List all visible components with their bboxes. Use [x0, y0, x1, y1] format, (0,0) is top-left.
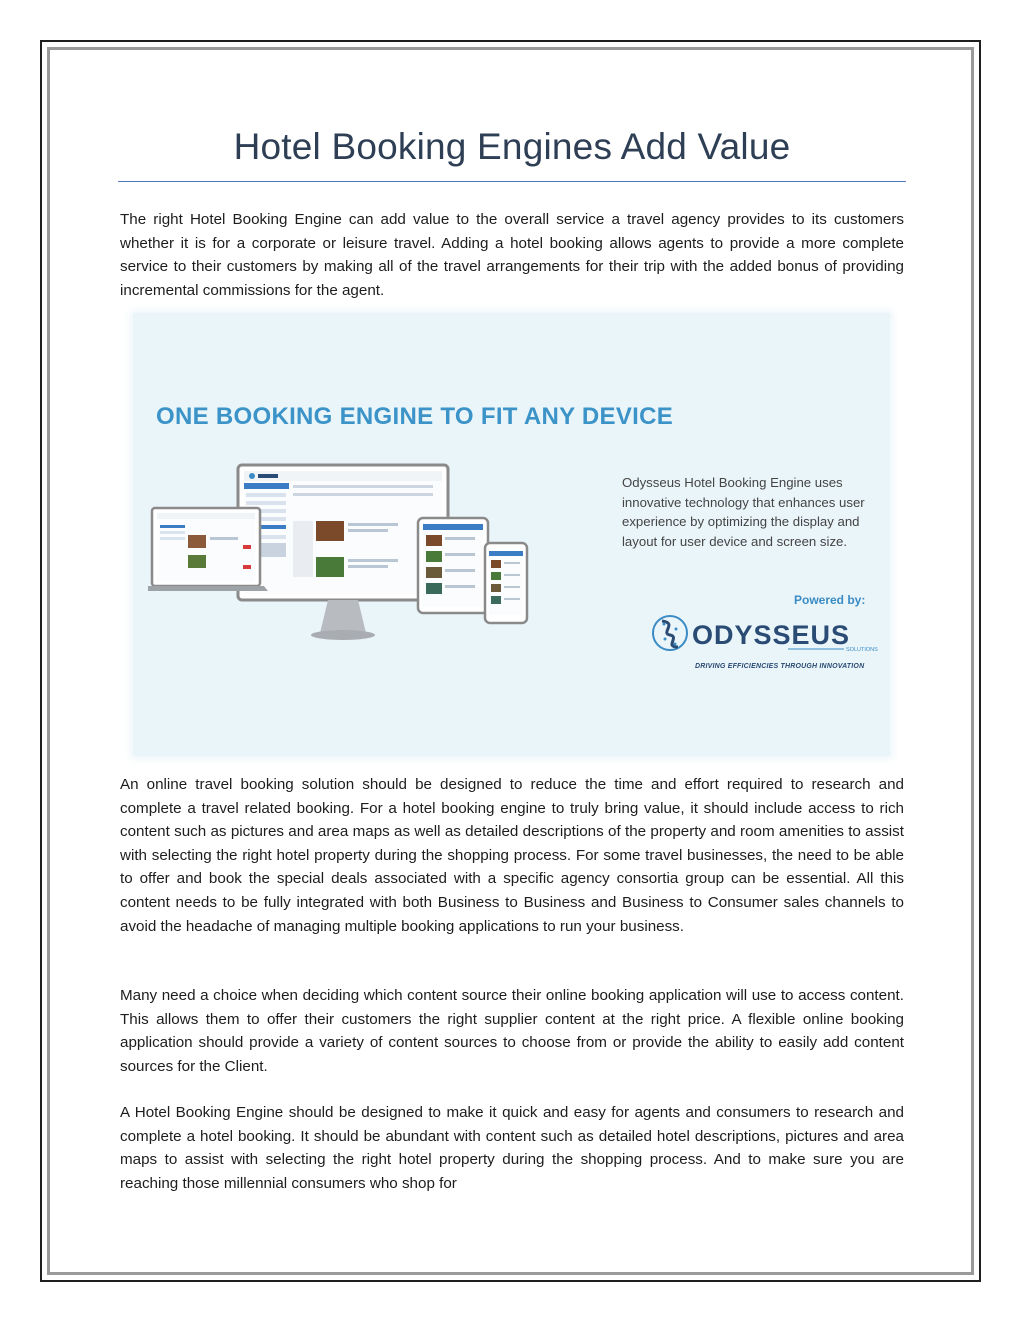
- logo-wordmark: ODYSSEUS: [692, 620, 851, 650]
- body-paragraph-booking-engine: A Hotel Booking Engine should be designed to make it quick and easy for agents and consumers to research and complete a hotel booking. It should be abundant with content such as detailed hotel descriptions, pictures and area maps to assist with selecting the right hotel property during the shopping process. And to make sure you are reaching those millennial consumers who shop for: [120, 1104, 904, 1192]
- title-underline: [118, 181, 906, 182]
- promo-banner-image: [133, 313, 890, 756]
- banner-headline: ONE BOOKING ENGINE TO FIT ANY DEVICE: [156, 403, 674, 430]
- banner-description: Odysseus Hotel Booking Engine uses innovative technology that enhances user experience by optimizing the display and layout for user device and screen size.: [622, 475, 865, 549]
- intro-paragraph: The right Hotel Booking Engine can add value to the overall service a travel agency provides to its customers whether it is for a corporate or leisure travel. Adding a hotel booking allows agents to provide a more complete service to their customers by making all of the travel arrangements for their trip with the added bonus of providing incremental commissions for the agent.: [120, 211, 904, 299]
- body-paragraph-online-booking: An online travel booking solution should be designed to reduce the time and effort required to research and complete a travel related booking. For a hotel booking engine to truly bring value, it should include access to rich content such as pictures and area maps as well as detailed descriptions of the property and room amenities to assist with selecting the right hotel property during the shopping process. For some travel businesses, the need to be able to offer and book the special deals associated with a specific agency consortia group can be essential. All this content needs to be fully integrated with both Business to Business and Business to Consumer sales channels to avoid the headache of managing multiple booking applications to run your business.: [120, 776, 904, 935]
- devices-illustration: [148, 463, 538, 648]
- body-paragraph-content-source: Many need a choice when deciding which content source their online booking application will use to access content. This allows them to offer their customers the right supplier content at the right price. A flexible online booking application should provide a variety of content sources to choose from or provide the ability to easily add content sources for the Client.: [120, 987, 904, 1075]
- logo-subtitle: SOLUTIONS: [846, 647, 878, 653]
- banner-tagline: DRIVING EFFICIENCIES THROUGH INNOVATION: [695, 663, 865, 670]
- odysseus-logo: [648, 613, 878, 663]
- powered-by-label: Powered by:: [794, 593, 866, 607]
- page-title: Hotel Booking Engines Add Value: [233, 126, 791, 167]
